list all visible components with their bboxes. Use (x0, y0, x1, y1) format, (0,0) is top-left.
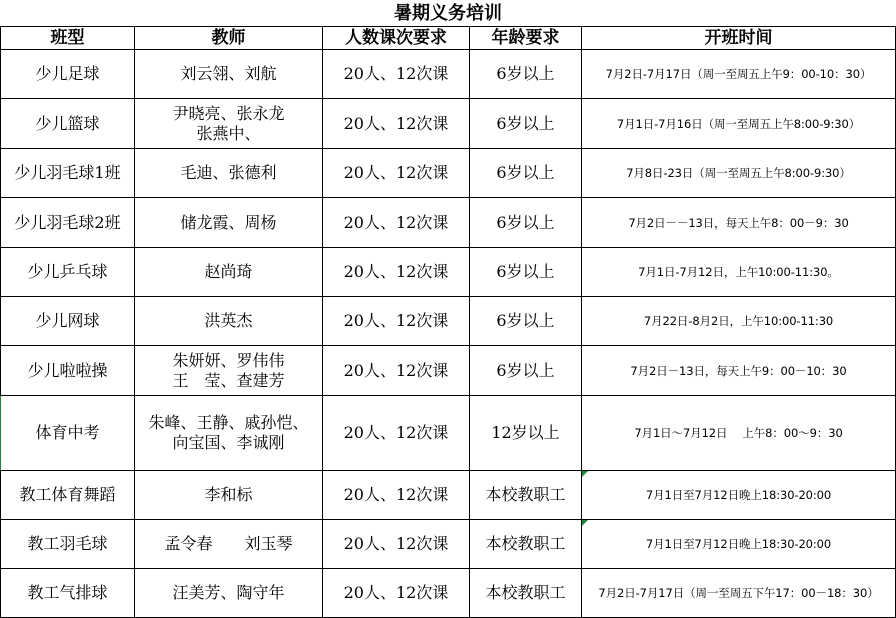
cell-teachers[interactable] (135, 396, 323, 471)
cell-class[interactable]: 少儿足球 (1, 50, 135, 99)
cell-teachers[interactable] (135, 50, 323, 99)
teacher-line: 孟令春 刘玉琴 (164, 534, 293, 553)
header-size[interactable]: 人数课次要求 (323, 27, 470, 50)
cell-teachers[interactable] (135, 248, 323, 297)
cell-size[interactable]: 20人、12次课 (323, 346, 470, 396)
table-row (1, 569, 896, 618)
cell-class[interactable]: 体育中考 (1, 396, 135, 471)
cell-age[interactable]: 6岁以上 (470, 297, 582, 346)
teacher-line: 王 莹、查建芳 (172, 370, 285, 390)
cell-time[interactable]: 7月22日-8月2日，上午10:00-11:30 (582, 297, 896, 346)
teacher-line: 汪美芳、陶守年 (172, 583, 285, 602)
cell-time[interactable]: 7月2日－13日，每天上午9：00－10：30 (582, 346, 896, 396)
cell-class[interactable]: 少儿羽毛球2班 (1, 198, 135, 248)
cell-teachers[interactable] (135, 346, 323, 396)
table-row (1, 149, 896, 198)
cell-teachers[interactable] (135, 99, 323, 149)
header-class[interactable]: 班型 (1, 27, 135, 50)
cell-age[interactable]: 本校教职工 (470, 569, 582, 618)
cell-age[interactable]: 6岁以上 (470, 149, 582, 198)
table-row (1, 520, 896, 569)
cell-size[interactable]: 20人、12次课 (323, 50, 470, 99)
teacher-line: 李和标 (204, 485, 253, 504)
table-row (1, 297, 896, 346)
teacher-line: 朱妍妍、罗伟伟 (172, 350, 285, 370)
cell-size[interactable]: 20人、12次课 (323, 471, 470, 520)
cell-class[interactable]: 教工羽毛球 (1, 520, 135, 569)
cell-age[interactable]: 12岁以上 (470, 396, 582, 471)
cell-class[interactable]: 教工气排球 (1, 569, 135, 618)
cell-class[interactable]: 教工体育舞蹈 (1, 471, 135, 520)
table-row (1, 471, 896, 520)
table-row (1, 99, 896, 149)
teacher-line: 毛迪、张德利 (180, 163, 277, 182)
cell-time[interactable]: 7月1日至7月12日晚上18:30-20:00 (582, 520, 896, 569)
teacher-line: 赵尚琦 (204, 262, 253, 281)
teacher-line: 尹晓亮、张永龙 (172, 103, 285, 123)
cell-age[interactable]: 6岁以上 (470, 50, 582, 99)
cell-time[interactable]: 7月1日-7月16日（周一至周五上午8:00-9:30） (582, 99, 896, 149)
cell-age[interactable]: 本校教职工 (470, 520, 582, 569)
cell-size[interactable]: 20人、12次课 (323, 569, 470, 618)
cell-time[interactable]: 7月2日－－13日，每天上午8：00－9：30 (582, 198, 896, 248)
teacher-line: 刘云翎、刘航 (180, 64, 277, 83)
teacher-line: 向宝国、李诚刚 (172, 433, 285, 452)
cell-teachers[interactable] (135, 520, 323, 569)
teacher-line: 储龙霞、周杨 (180, 212, 277, 232)
cell-time[interactable]: 7月8日-23日（周一至周五上午8:00-9:30） (582, 149, 896, 198)
header-row (1, 27, 896, 50)
training-table (0, 26, 896, 618)
cell-size[interactable]: 20人、12次课 (323, 297, 470, 346)
cell-age[interactable]: 6岁以上 (470, 198, 582, 248)
cell-class[interactable]: 少儿羽毛球1班 (1, 149, 135, 198)
table-row (1, 50, 896, 99)
sheet-title: 暑期义务培训 (394, 3, 502, 24)
cell-age[interactable]: 本校教职工 (470, 471, 582, 520)
teacher-line: 张燕中、 (196, 123, 261, 143)
cell-time[interactable]: 7月2日-7月17日（周一至周五上午9：00-10：30） (582, 50, 896, 99)
cell-teachers[interactable] (135, 198, 323, 248)
cell-size[interactable]: 20人、12次课 (323, 248, 470, 297)
header-teacher[interactable]: 教师 (135, 27, 323, 50)
cell-teachers[interactable] (135, 569, 323, 618)
cell-time[interactable]: 7月1日-7月12日，上午10:00-11:30。 (582, 248, 896, 297)
cell-age[interactable]: 6岁以上 (470, 99, 582, 149)
table-row (1, 198, 896, 248)
cell-age[interactable]: 6岁以上 (470, 248, 582, 297)
cell-class[interactable]: 少儿乒乓球 (1, 248, 135, 297)
cell-class[interactable]: 少儿篮球 (1, 99, 135, 149)
teacher-line: 朱峰、王静、戚孙恺、 (148, 413, 309, 432)
cell-size[interactable]: 20人、12次课 (323, 198, 470, 248)
table-row (1, 396, 896, 471)
cell-size[interactable]: 20人、12次课 (323, 149, 470, 198)
table-row (1, 248, 896, 297)
teacher-line: 洪英杰 (204, 311, 253, 330)
cell-teachers[interactable] (135, 471, 323, 520)
cell-size[interactable]: 20人、12次课 (323, 396, 470, 471)
header-age[interactable]: 年龄要求 (470, 27, 582, 50)
table-row (1, 346, 896, 396)
cell-teachers[interactable] (135, 297, 323, 346)
cell-class[interactable]: 少儿网球 (1, 297, 135, 346)
cell-time[interactable]: 7月1日～7月12日 上午8：00～9：30 (582, 396, 896, 471)
header-time[interactable]: 开班时间 (582, 27, 896, 50)
cell-time[interactable]: 7月1日至7月12日晚上18:30-20:00 (582, 471, 896, 520)
cell-size[interactable]: 20人、12次课 (323, 99, 470, 149)
cell-teachers[interactable] (135, 149, 323, 198)
cell-class[interactable]: 少儿啦啦操 (1, 346, 135, 396)
cell-age[interactable]: 6岁以上 (470, 346, 582, 396)
cell-time[interactable]: 7月2日-7月17日（周一至周五下午17：00－18：30） (582, 569, 896, 618)
cell-size[interactable]: 20人、12次课 (323, 520, 470, 569)
